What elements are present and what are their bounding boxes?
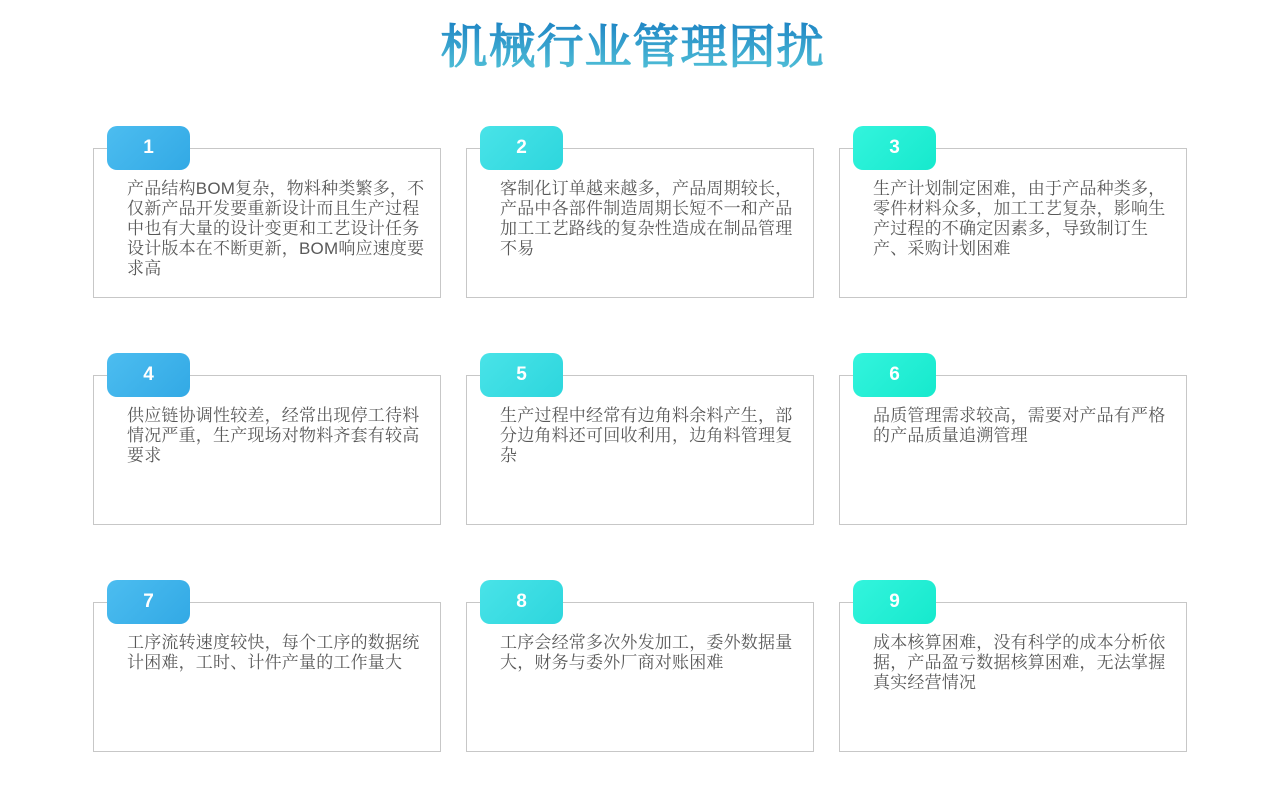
card-4-number-badge — [107, 353, 190, 397]
card-6-number: 6 — [889, 364, 900, 385]
card-5 — [466, 353, 814, 525]
cards-grid — [93, 126, 1265, 752]
card-1-text: 产品结构BOM复杂，物料种类繁多，不仅新产品开发要重新设计而且生产过程中也有大量的设计变更和工艺设计任务设计版本在不断更新，BOM响应速度要求高 — [127, 179, 425, 278]
card-9-body — [839, 602, 1187, 752]
card-7 — [93, 580, 441, 752]
card-6-body — [839, 375, 1187, 525]
card-5-number: 5 — [516, 364, 527, 385]
card-3-number: 3 — [889, 137, 900, 158]
card-3 — [839, 126, 1187, 298]
card-5-text: 生产过程中经常有边角料余料产生，部分边角料还可回收利用，边角料管理复杂 — [500, 406, 793, 465]
card-9 — [839, 580, 1187, 752]
card-9-number: 9 — [889, 591, 900, 612]
card-2 — [466, 126, 814, 298]
card-8-body — [466, 602, 814, 752]
slide — [0, 18, 1265, 786]
card-5-body — [466, 375, 814, 525]
card-9-number-badge — [853, 580, 936, 624]
card-8-number-badge — [480, 580, 563, 624]
card-6 — [839, 353, 1187, 525]
card-4-body — [93, 375, 441, 525]
card-8-number: 8 — [516, 591, 527, 612]
card-1-number-badge — [107, 126, 190, 170]
card-4-number: 4 — [143, 364, 154, 385]
card-5-number-badge — [480, 353, 563, 397]
card-1-body — [93, 148, 441, 298]
card-8-text: 工序会经常多次外发加工，委外数据量大，财务与委外厂商对账困难 — [500, 633, 793, 672]
card-2-number-badge — [480, 126, 563, 170]
page-title: 机械行业管理困扰 — [0, 18, 1265, 76]
card-7-body — [93, 602, 441, 752]
card-2-body — [466, 148, 814, 298]
card-3-number-badge — [853, 126, 936, 170]
card-6-number-badge — [853, 353, 936, 397]
card-3-body — [839, 148, 1187, 298]
card-9-text: 成本核算困难，没有科学的成本分析依据，产品盈亏数据核算困难，无法掌握真实经营情况 — [873, 633, 1166, 692]
card-8 — [466, 580, 814, 752]
card-6-text: 品质管理需求较高，需要对产品有严格的产品质量追溯管理 — [873, 406, 1166, 445]
card-3-text: 生产计划制定困难，由于产品种类多，零件材料众多，加工工艺复杂，影响生产过程的不确定因素多，导致制订生产、采购计划困难 — [873, 179, 1166, 258]
card-4-text: 供应链协调性较差，经常出现停工待料情况严重，生产现场对物料齐套有较高要求 — [127, 406, 420, 465]
card-7-number: 7 — [143, 591, 154, 612]
card-2-number: 2 — [516, 137, 527, 158]
card-1-number: 1 — [143, 137, 154, 158]
card-2-text: 客制化订单越来越多，产品周期较长，产品中各部件制造周期长短不一和产品加工工艺路线的复杂性造成在制品管理不易 — [500, 179, 793, 258]
card-1 — [93, 126, 441, 298]
card-7-number-badge — [107, 580, 190, 624]
card-7-text: 工序流转速度较快，每个工序的数据统计困难，工时、计件产量的工作量大 — [127, 633, 420, 672]
card-4 — [93, 353, 441, 525]
